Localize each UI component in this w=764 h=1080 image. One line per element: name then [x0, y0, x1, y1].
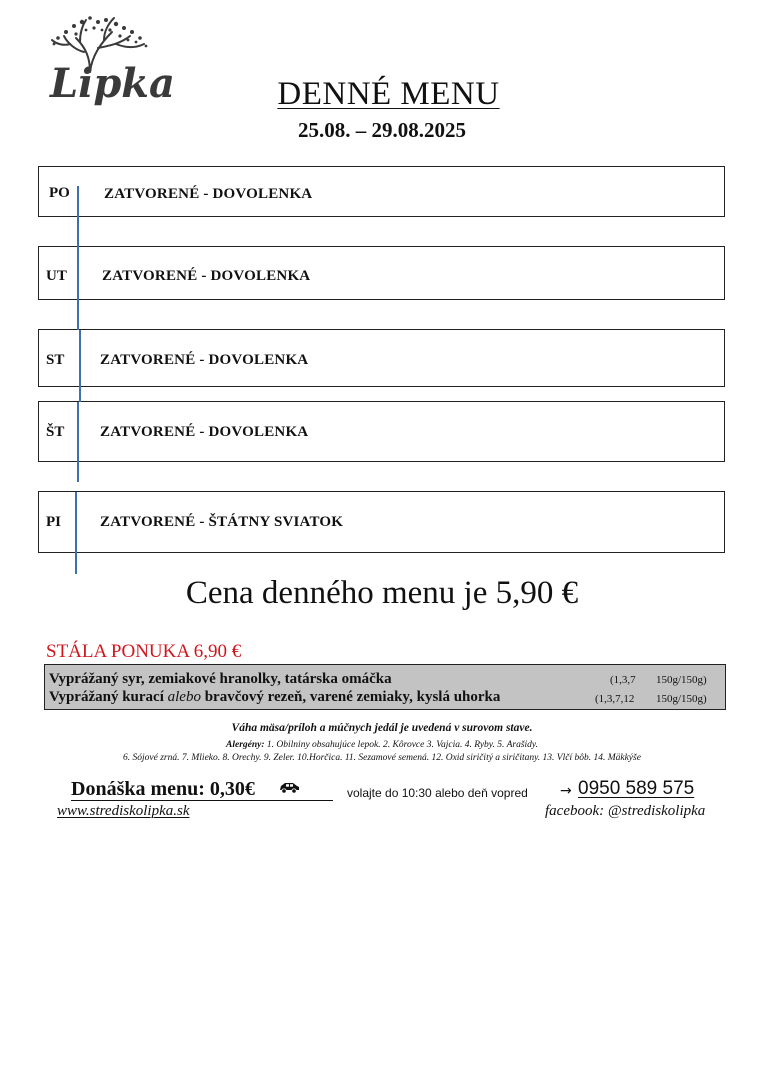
item-name-part: bravčový rezeň, varené zemiaky, kyslá uhorka: [204, 689, 501, 705]
day-text: ZATVORENÉ - DOVOLENKA: [100, 424, 309, 440]
item-name-italic: alebo: [167, 689, 201, 705]
day-row-po: [38, 166, 725, 217]
website-link[interactable]: www.strediskolipka.sk: [57, 803, 190, 819]
phone-number[interactable]: 0950 589 575: [578, 778, 695, 799]
allergen-codes: (1,3,7: [610, 674, 636, 686]
allergens-line: [0, 740, 764, 750]
delivery-underline: [71, 800, 333, 801]
allergens-line: 6. Sójové zrná. 7. Mlieko. 8. Orechy. 9. Zeler. 10.Horčica. 11. Sezamové semená. 12. Oxid siričitý a siričitany. 13. Vlčí bôb. 14. Mäkkýše: [123, 753, 641, 763]
divider-line: [75, 492, 77, 574]
divider-line: [79, 330, 81, 402]
car-icon: [278, 781, 300, 799]
standing-offer-item: [49, 689, 500, 706]
day-row-ut: [38, 246, 725, 300]
standing-offer-box: [44, 664, 726, 710]
weight-note: Váha mäsa/príloh a múčnych jedál je uvedená v surovom stave.: [231, 722, 533, 734]
day-text: ZATVORENÉ - DOVOLENKA: [102, 268, 311, 284]
portion-weight: 150g/150g): [656, 693, 707, 705]
day-row-st: [38, 329, 725, 387]
day-row-pi: [38, 491, 725, 553]
allergen-codes: (1,3,7,12: [595, 693, 635, 705]
day-text: ZATVORENÉ - DOVOLENKA: [104, 186, 313, 202]
page-title: DENNÉ MENU: [277, 76, 500, 112]
day-code: PI: [46, 514, 61, 530]
call-instructions: volajte do 10:30 alebo deň vopred: [347, 786, 528, 800]
day-code: PO: [49, 185, 70, 201]
day-text: ZATVORENÉ - ŠTÁTNY SVIATOK: [100, 514, 344, 530]
allergens-label: Alergény:: [226, 740, 265, 750]
divider-line: [77, 186, 79, 330]
daily-menu-price: Cena denného menu je 5,90 €: [185, 575, 579, 611]
day-code: ŠT: [46, 424, 65, 440]
day-code: UT: [46, 268, 67, 284]
item-name-part: Vyprážaný kurací: [49, 689, 164, 705]
arrow-right-icon: →: [560, 783, 572, 799]
standing-offer-item: Vyprážaný syr, zemiakové hranolky, tatárska omáčka: [49, 671, 392, 687]
delivery-label: Donáška menu: 0,30€: [71, 778, 255, 800]
allergens-text: 1. Obilniny obsahujúce lepok. 2. Kôrovce 3. Vajcia. 4. Ryby. 5. Arašidy.: [264, 740, 538, 750]
logo-text: Lipka: [50, 60, 175, 107]
day-row-st2: [38, 401, 725, 462]
facebook-handle: facebook: @strediskolipka: [545, 803, 706, 819]
standing-offer-label: STÁLA PONUKA 6,90 €: [46, 641, 242, 662]
divider-line: [77, 402, 79, 482]
portion-weight: 150g/150g): [656, 674, 707, 686]
day-text: ZATVORENÉ - DOVOLENKA: [100, 352, 309, 368]
date-range: 25.08. – 29.08.2025: [298, 118, 466, 142]
day-code: ST: [46, 352, 65, 368]
